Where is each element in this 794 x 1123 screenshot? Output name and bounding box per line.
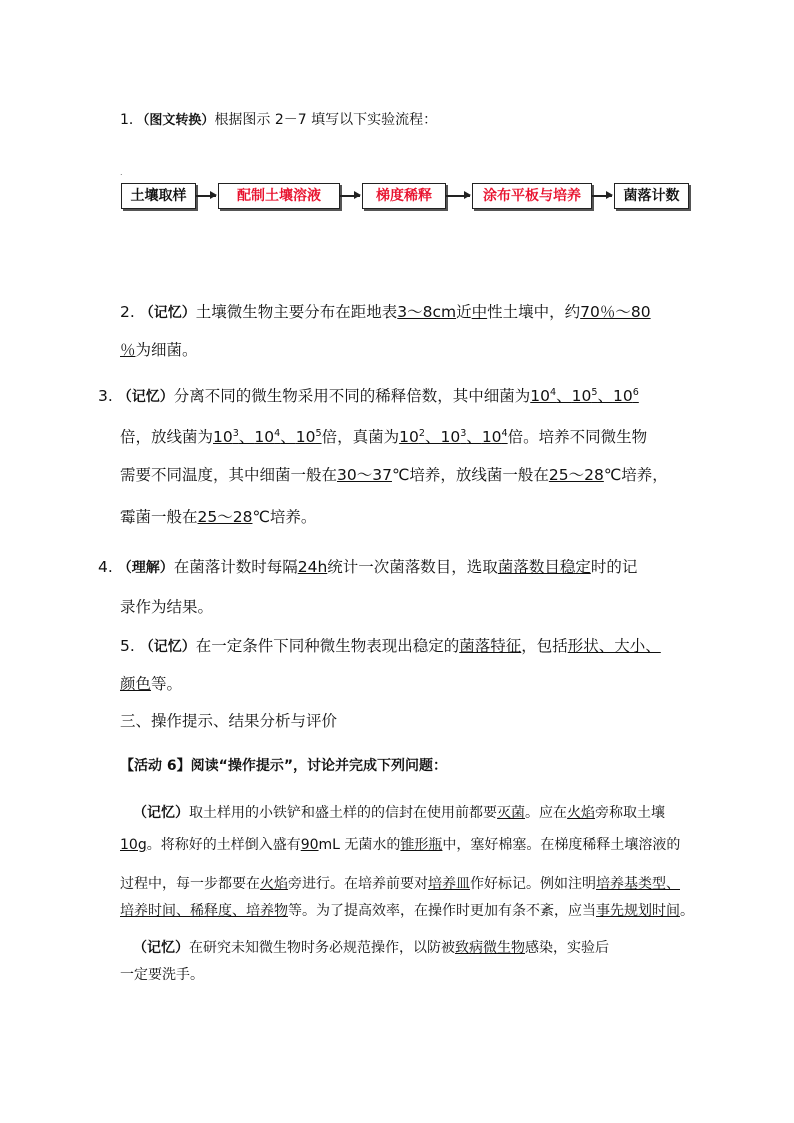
question-number: 2. (120, 303, 135, 321)
separator: 、 (556, 387, 572, 406)
separator: 、 (466, 428, 482, 447)
question-tag: （记忆） (139, 639, 196, 655)
activity-para-1-line-3 (120, 874, 680, 894)
answer: 3～8cm (397, 303, 457, 321)
base: 10 (612, 387, 633, 406)
answer: 中 (471, 303, 488, 321)
text: 作好标记。例如注明 (470, 876, 596, 892)
answer: 菌落数目稳定 (497, 558, 591, 576)
flow-step-5: 菌落计数 (614, 183, 689, 209)
answer: 事先规划时间 (596, 903, 680, 919)
text: ℃培养，放线菌一般在 (391, 466, 549, 484)
base: 10 (399, 428, 419, 447)
answer: 火焰 (260, 876, 288, 892)
text: 。应在 (525, 805, 567, 821)
answer: ％ (120, 341, 136, 359)
text: 性土壤中，约 (487, 303, 581, 321)
answer: 30～37 (337, 466, 392, 484)
question-text: 根据图示 2－7 填写以下实验流程： (214, 112, 438, 128)
answer: 24h (297, 558, 328, 576)
question-tag: （记忆） (139, 305, 196, 321)
activity-para-1 (133, 803, 665, 823)
question-1 (120, 109, 437, 129)
text: 倍。培养不同微生物 (507, 428, 648, 447)
text: 需要不同温度，其中细菌一般在 (120, 466, 338, 484)
exponent: 5 (591, 387, 598, 398)
text: 一定要洗手。 (120, 967, 204, 983)
question-number: 3. (98, 387, 113, 406)
base: 10 (295, 428, 316, 447)
text: 土壤微生物主要分布在距地表 (195, 303, 398, 321)
answer: 颜色 (120, 675, 152, 693)
answer-dilutions-actinomycetes (213, 428, 322, 446)
text: 霉菌一般在 (120, 508, 198, 526)
base: 10 (571, 387, 592, 406)
base: 10 (254, 428, 275, 447)
base: 10 (440, 428, 461, 447)
separator: 、 (597, 387, 613, 406)
text: 在研究未知微生物时务必规范操作，以防被 (189, 940, 455, 956)
answer: 致病微生物 (455, 940, 525, 956)
text: 统计一次菌落数目，选取 (327, 558, 498, 576)
question-3-line-4 (120, 507, 316, 528)
text: 旁称取土壤 (595, 805, 665, 821)
answer: 培养皿 (428, 876, 470, 892)
separator: 、 (424, 428, 441, 447)
text: 过程中，每一步都要在 (120, 876, 260, 892)
text: 旁进行。在培养前要对 (288, 876, 428, 892)
question-tag: （图文转换） (142, 113, 215, 128)
flow-arrow (592, 195, 612, 197)
activity-heading: 【活动 6】阅读“操作提示”，讨论并完成下列问题： (120, 758, 448, 774)
flow-arrow (340, 195, 360, 197)
exponent: 4 (501, 428, 508, 439)
text: 倍，真菌为 (321, 428, 400, 447)
answer: 25～28 (197, 508, 253, 526)
exponent: 4 (549, 387, 557, 398)
answer: 灭菌 (497, 805, 525, 821)
answer: 锥形瓶 (400, 837, 443, 853)
flow-step-3: 梯度稀释 (362, 183, 446, 209)
base: 10 (530, 387, 550, 406)
activity-para-1-line-4 (120, 901, 694, 921)
base: 10 (213, 428, 233, 447)
exponent: 4 (274, 428, 281, 439)
question-5-line-2 (120, 674, 182, 695)
text: 倍，放线菌为 (120, 428, 214, 447)
answer-dilutions-bacteria (530, 387, 639, 405)
text: 。 (680, 903, 694, 919)
text: 在一定条件下同种微生物表现出稳定的 (195, 637, 460, 655)
exponent: 6 (632, 387, 639, 398)
question-2 (120, 302, 651, 324)
text: ，包括 (521, 637, 568, 655)
flow-step-4: 涂布平板与培养 (472, 183, 592, 209)
separator: 、 (238, 428, 255, 447)
question-tag: （记忆） (117, 389, 174, 406)
text: mL 无菌水的 (318, 837, 401, 853)
activity-para-2 (133, 938, 609, 958)
text: 感染，实验后 (525, 940, 609, 956)
question-2-line-2 (120, 340, 198, 361)
answer: 菌落特征 (459, 637, 522, 655)
question-number: 1． (120, 112, 143, 128)
answer: 70％～80 (580, 303, 651, 321)
flow-arrow (196, 195, 216, 197)
text: ℃培养。 (252, 508, 317, 526)
activity-para-1-line-2 (120, 835, 680, 855)
exponent: 3 (460, 428, 467, 439)
text: 分离不同的微生物采用不同的稀释倍数，其中细菌为 (173, 387, 531, 406)
question-4-line-2 (120, 597, 213, 618)
flow-step-1: 土壤取样 (121, 183, 196, 209)
answer: 90 (300, 837, 319, 853)
text: 在菌落计数时每隔 (173, 558, 298, 576)
answer: 10g (120, 837, 147, 853)
flow-step-2: 配制土壤溶液 (218, 183, 340, 209)
answer-dilutions-fungi (399, 428, 508, 446)
para-tag: （记忆） (133, 805, 189, 821)
answer: 培养基类型、 (596, 876, 680, 892)
answer: 火焰 (567, 805, 595, 821)
section-heading: 三、操作提示、结果分析与评价 (120, 712, 338, 730)
text: 时的记 (590, 558, 638, 576)
question-3-line-3 (120, 465, 668, 486)
question-number: 5. (120, 637, 135, 655)
text: 为细菌。 (135, 341, 198, 359)
text: 等。 (151, 675, 183, 693)
answer: 25～28 (548, 466, 604, 484)
base: 10 (481, 428, 502, 447)
text: 等。为了提高效率，在操作时更加有条不紊，应当 (288, 903, 596, 919)
question-4 (98, 557, 637, 579)
text: 。将称好的土样倒入盛有 (146, 837, 301, 853)
answer: 培养时间、稀释度、培养物 (120, 903, 288, 919)
question-3-line-2 (120, 423, 647, 448)
stray-dot: . (120, 168, 123, 177)
text: 近 (456, 303, 472, 321)
question-5 (120, 636, 661, 658)
text: 录作为结果。 (120, 598, 214, 616)
exponent: 3 (232, 428, 239, 439)
separator: 、 (280, 428, 296, 447)
exponent: 2 (418, 428, 425, 439)
question-tag: （理解） (117, 560, 174, 576)
activity-para-2-line-2 (120, 965, 204, 985)
question-3 (98, 382, 639, 408)
flow-arrow (446, 195, 470, 197)
answer: 形状、大小、 (567, 637, 661, 655)
para-tag: （记忆） (133, 940, 189, 956)
text: ℃培养， (603, 466, 668, 484)
exponent: 5 (315, 428, 322, 439)
text: 取土样用的小铁铲和盛土样的的信封在使用前都要 (189, 805, 497, 821)
text: 中，塞好棉塞。在梯度稀释土壤溶液的 (442, 837, 681, 853)
question-number: 4. (98, 558, 113, 576)
